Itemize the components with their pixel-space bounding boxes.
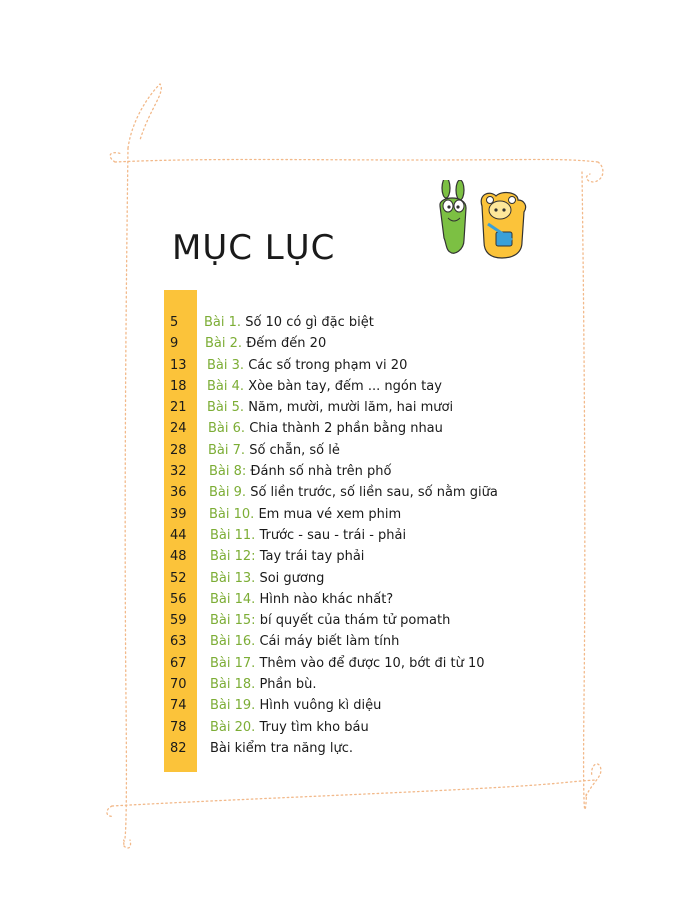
toc-entry (210, 610, 450, 631)
toc-entry (205, 333, 326, 354)
toc-page-number: 67 (170, 655, 187, 671)
toc-lesson-label: Bài 16. (210, 634, 256, 650)
toc-lesson-title: bí quyết của thám tử pomath (259, 613, 451, 629)
toc-lesson-label: Bài 10. (209, 506, 255, 522)
toc-entry (207, 397, 453, 418)
toc-lesson-label: Bài 8: (209, 464, 247, 480)
toc-lesson-label: Bài 14. (210, 591, 256, 607)
toc-entry (209, 504, 401, 525)
toc-lesson-title: Cái máy biết làm tính (259, 634, 400, 650)
toc-entry (210, 653, 485, 674)
toc-page-number: 36 (170, 485, 187, 501)
toc-lesson-title: Soi gương (259, 570, 325, 586)
toc-entry (210, 631, 399, 652)
toc-page-number: 21 (170, 400, 187, 416)
toc-lesson-label: Bài 4. (207, 378, 245, 394)
toc-page-number: 82 (170, 740, 187, 756)
toc-lesson-label: Bài 17. (210, 655, 256, 671)
toc-entry (210, 546, 364, 567)
toc-page-number: 39 (170, 506, 187, 522)
toc-lesson-label: Bài 15: (210, 613, 256, 629)
toc-entry (207, 376, 442, 397)
toc-page-number: 44 (170, 527, 187, 543)
toc-entry (210, 525, 406, 546)
toc-lesson-label: Bài 7. (208, 442, 246, 458)
toc-page-number: 59 (170, 613, 187, 629)
toc-lesson-label: Bài 11. (210, 527, 256, 543)
toc-entry (209, 461, 391, 482)
toc-page-number: 52 (170, 570, 187, 586)
toc-lesson-label: Bài 20. (210, 719, 256, 735)
toc-page-number: 78 (170, 719, 187, 735)
toc-lesson-label: Bài 6. (208, 421, 246, 437)
toc-lesson-title: Trước - sau - trái - phải (259, 527, 407, 543)
toc-page-number: 13 (170, 357, 187, 373)
toc-lesson-title: Thêm vào để được 10, bớt đi từ 10 (259, 655, 485, 671)
toc-entry (208, 418, 443, 439)
page-title: MỤC LỤC (172, 228, 336, 268)
toc-entry (210, 674, 317, 695)
toc-lesson-title: Các số trong phạm vi 20 (248, 357, 408, 373)
toc-lesson-label: Bài 13. (210, 570, 256, 586)
toc-lesson-title: Truy tìm kho báu (259, 719, 369, 735)
toc-lesson-title: Hình nào khác nhất? (259, 591, 394, 607)
toc-lesson-label: Bài 5. (207, 400, 245, 416)
toc-entry (210, 568, 324, 589)
mascots-illustration (432, 180, 532, 264)
toc-page-number: 63 (170, 634, 187, 650)
toc-lesson-label: Bài 19. (210, 698, 256, 714)
toc-entry (210, 695, 381, 716)
green-rabbit-mascot-icon (440, 180, 466, 253)
toc-entry (210, 589, 393, 610)
toc-lesson-label: Bài 1. (204, 315, 242, 330)
toc-lesson-label: Bài 3. (207, 357, 245, 373)
toc-page-number: 74 (170, 698, 187, 714)
toc-lesson-title: Số 10 có gì đặc biệt (245, 315, 374, 330)
toc-lesson-label: Bài 12: (210, 549, 256, 565)
toc-lesson-label: Bài 9. (209, 485, 247, 501)
toc-lesson-title: Số liền trước, số liền sau, số nằm giữa (250, 485, 498, 501)
toc-page-number: 48 (170, 549, 187, 565)
toc-page-number: 32 (170, 464, 187, 480)
toc-page-number: 5 (170, 315, 179, 330)
toc-lesson-label: Bài 2. (205, 336, 243, 352)
toc-page-number: 28 (170, 442, 187, 458)
toc-page-number: 24 (170, 421, 187, 437)
toc-lesson-title: Hình vuông kì diệu (259, 698, 382, 714)
toc-entry (208, 440, 340, 461)
toc-entry (210, 717, 369, 738)
toc-lesson-title: Em mua vé xem phim (258, 506, 402, 522)
toc-page-number: 9 (170, 336, 179, 352)
toc-lesson-title: Đánh số nhà trên phố (250, 464, 392, 480)
toc-lesson-title: Phần bù. (259, 677, 317, 693)
toc-page-number: 18 (170, 378, 187, 394)
toc-lesson-label: Bài 18. (210, 677, 256, 693)
toc-lesson-title: Đếm đến 20 (246, 336, 327, 352)
toc-entry (207, 355, 407, 376)
toc-lesson-title: Bài kiểm tra năng lực. (210, 740, 354, 756)
yellow-pig-mascot-icon (481, 193, 525, 258)
toc-lesson-title: Năm, mười, mười lăm, hai mươi (248, 400, 454, 416)
toc-lesson-title: Chia thành 2 phần bằng nhau (249, 421, 443, 437)
toc-lesson-title: Số chẵn, số lẻ (249, 442, 340, 458)
toc-page-number: 70 (170, 677, 187, 693)
toc-lesson-title: Xòe bàn tay, đếm ... ngón tay (248, 378, 442, 394)
toc-entry (210, 738, 353, 759)
toc-lesson-title: Tay trái tay phải (259, 549, 365, 565)
toc-entry (209, 482, 498, 503)
toc-page-number: 56 (170, 591, 187, 607)
toc-entry (204, 312, 374, 333)
